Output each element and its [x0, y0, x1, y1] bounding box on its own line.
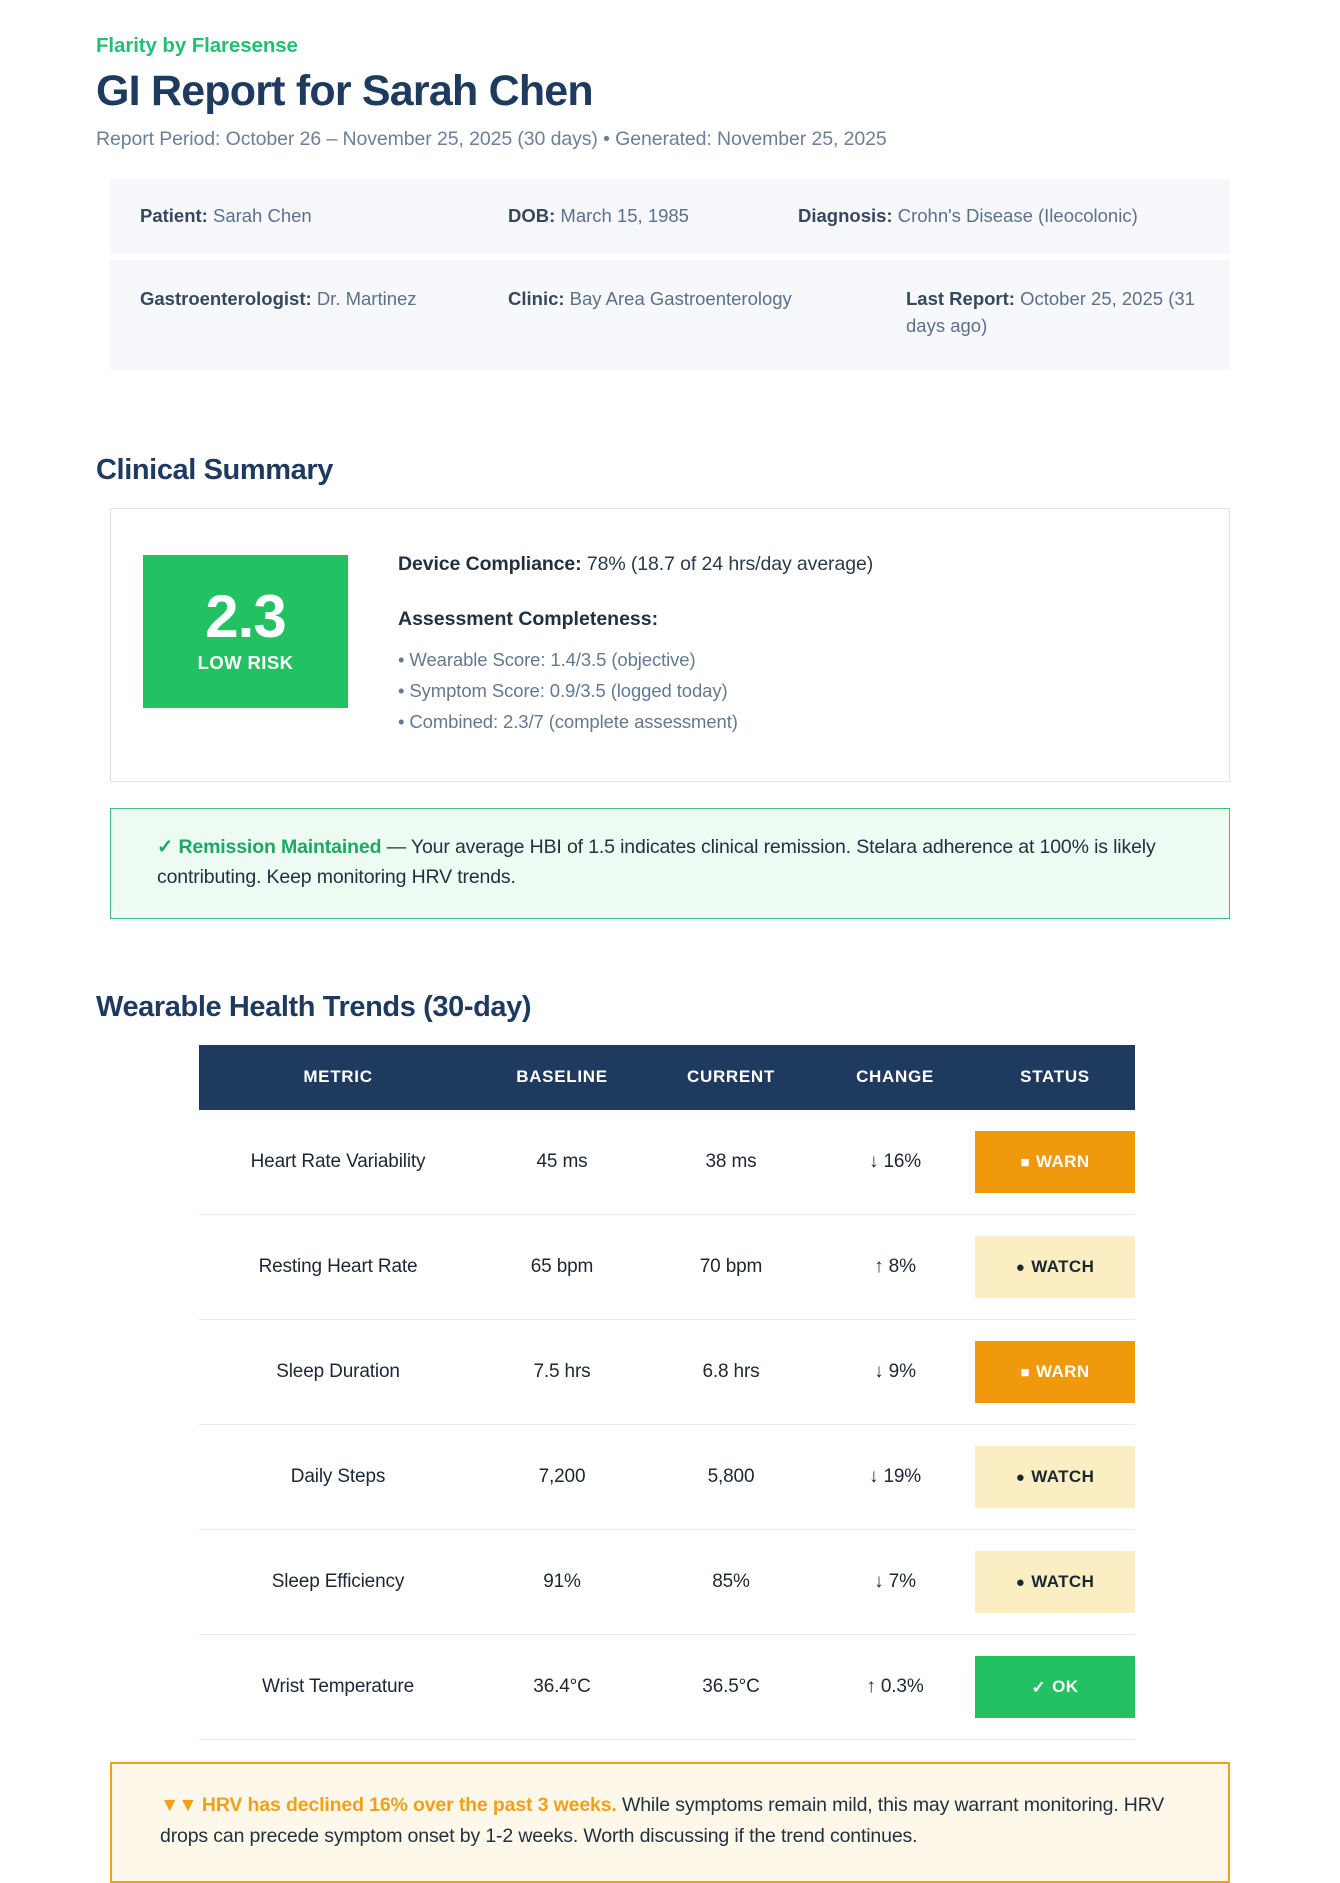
cell-metric: Sleep Duration	[199, 1320, 477, 1425]
clinical-summary-card	[110, 508, 1230, 782]
cell-current: 6.8 hrs	[647, 1320, 815, 1425]
hrv-warning-lead: HRV has declined 16% over the past 3 weeks.	[201, 1794, 617, 1817]
device-compliance-line	[398, 553, 1193, 576]
cell-current: 36.5°C	[647, 1635, 815, 1740]
cell-metric: Sleep Efficiency	[199, 1530, 477, 1635]
patient-info-row-1	[110, 179, 1230, 254]
status-badge-label: WATCH	[1031, 1257, 1095, 1277]
status-badge	[975, 1236, 1135, 1298]
diagnosis-field	[798, 203, 1200, 230]
status-badge	[975, 1656, 1135, 1718]
remission-callout-body: Your average HBI of 1.5 indicates clinical remission. Stelara adherence at 100% is likely contributing. Keep monitoring HRV trends.	[157, 835, 1156, 889]
patient-info-row-2	[110, 260, 1230, 370]
patient-info-section	[0, 151, 1340, 369]
assessment-completeness-title: Assessment Completeness:	[398, 607, 659, 630]
cell-baseline: 45 ms	[477, 1110, 647, 1215]
hrv-warning-body: While symptoms remain mild, this may warrant monitoring. HRV drops can precede symptom onset by 1-2 weeks. Worth discussing if the trend continues.	[160, 1794, 1165, 1847]
cell-metric: Daily Steps	[199, 1425, 477, 1530]
gastroenterologist-field	[140, 286, 508, 313]
status-badge-label: WARN	[1035, 1362, 1090, 1382]
cell-status	[975, 1635, 1135, 1740]
table-row	[199, 1110, 1135, 1215]
page-title: GI Report for Sarah Chen	[96, 67, 593, 115]
diagnosis-label: Diagnosis:	[798, 205, 893, 227]
last-report-label: Last Report:	[906, 287, 1015, 309]
status-glyph-icon: ■	[1020, 1363, 1030, 1381]
clinic-value: Bay Area Gastroenterology	[569, 287, 792, 309]
assessment-item: • Symptom Score: 0.9/3.5 (logged today)	[398, 679, 728, 701]
gastroenterologist-label: Gastroenterologist:	[140, 287, 312, 309]
cell-metric: Wrist Temperature	[199, 1635, 477, 1740]
cell-current: 70 bpm	[647, 1215, 815, 1320]
table-row	[199, 1320, 1135, 1425]
status-glyph-icon: ●	[1015, 1468, 1026, 1486]
device-compliance-value: 78% (18.7 of 24 hrs/day average)	[586, 552, 874, 575]
down-arrows-icon: ▼▼	[160, 1794, 197, 1817]
patient-label: Patient:	[140, 205, 208, 227]
cell-status	[975, 1215, 1135, 1320]
risk-score-badge	[143, 555, 348, 708]
cell-change: ↓ 16%	[815, 1110, 975, 1215]
column-header-change: CHANGE	[815, 1045, 975, 1110]
remission-callout-separator: —	[381, 835, 411, 858]
status-glyph-icon: ✓	[1031, 1677, 1047, 1697]
table-row	[199, 1425, 1135, 1530]
hrv-warning-callout	[110, 1762, 1230, 1883]
clinical-summary-heading: Clinical Summary	[96, 453, 333, 486]
wearable-trends-table-wrap	[0, 1045, 1340, 1740]
dob-label: DOB:	[508, 205, 556, 227]
risk-score-value: 2.3	[205, 582, 286, 650]
assessment-item: • Wearable Score: 1.4/3.5 (objective)	[398, 648, 696, 670]
table-body	[199, 1110, 1135, 1740]
cell-baseline: 36.4°C	[477, 1635, 647, 1740]
cell-status	[975, 1320, 1135, 1425]
table-row	[199, 1215, 1135, 1320]
last-report-value: October 25, 2025 (31 days ago)	[906, 287, 1195, 336]
clinic-field	[508, 286, 906, 313]
cell-metric: Resting Heart Rate	[199, 1215, 477, 1320]
status-glyph-icon: ●	[1015, 1573, 1026, 1591]
cell-change: ↑ 8%	[815, 1215, 975, 1320]
cell-baseline: 91%	[477, 1530, 647, 1635]
cell-current: 5,800	[647, 1425, 815, 1530]
status-badge	[975, 1551, 1135, 1613]
cell-change: ↓ 9%	[815, 1320, 975, 1425]
patient-field	[140, 203, 508, 230]
diagnosis-value: Crohn's Disease (Ileocolonic)	[897, 205, 1138, 227]
table-row	[199, 1530, 1135, 1635]
status-badge-label: OK	[1052, 1677, 1079, 1697]
status-badge-label: WATCH	[1031, 1467, 1095, 1487]
status-badge-label: WATCH	[1031, 1572, 1095, 1592]
device-compliance-label: Device Compliance:	[398, 552, 582, 575]
remission-callout	[110, 808, 1230, 919]
cell-status	[975, 1110, 1135, 1215]
cell-change: ↑ 0.3%	[815, 1635, 975, 1740]
status-glyph-icon: ■	[1020, 1153, 1030, 1171]
report-header	[0, 0, 1340, 151]
remission-callout-lead: ✓ Remission Maintained	[157, 835, 382, 858]
wearable-trends-heading: Wearable Health Trends (30-day)	[96, 991, 532, 1024]
cell-status	[975, 1530, 1135, 1635]
cell-status	[975, 1425, 1135, 1530]
clinic-label: Clinic:	[508, 287, 565, 309]
column-header-metric: METRIC	[199, 1045, 477, 1110]
brand-name: Flarity by Flaresense	[96, 34, 298, 57]
cell-baseline: 7,200	[477, 1425, 647, 1530]
cell-metric: Heart Rate Variability	[199, 1110, 477, 1215]
column-header-baseline: BASELINE	[477, 1045, 647, 1110]
last-report-field	[906, 286, 1200, 340]
column-header-status: STATUS	[975, 1045, 1135, 1110]
status-glyph-icon: ●	[1015, 1258, 1026, 1276]
risk-score-label: LOW RISK	[197, 652, 294, 674]
dob-value: March 15, 1985	[560, 205, 689, 227]
cell-current: 38 ms	[647, 1110, 815, 1215]
column-header-current: CURRENT	[647, 1045, 815, 1110]
status-badge	[975, 1341, 1135, 1403]
gastroenterologist-value: Dr. Martinez	[316, 287, 417, 309]
cell-change: ↓ 7%	[815, 1530, 975, 1635]
table-header-row	[199, 1045, 1135, 1110]
status-badge	[975, 1446, 1135, 1508]
table-header	[199, 1045, 1135, 1110]
report-period: Report Period: October 26 – November 25, 2025 (30 days) • Generated: November 25, 2025	[96, 128, 887, 151]
status-badge	[975, 1131, 1135, 1193]
table-row	[199, 1635, 1135, 1740]
cell-current: 85%	[647, 1530, 815, 1635]
cell-baseline: 7.5 hrs	[477, 1320, 647, 1425]
clinical-summary-body	[348, 551, 1193, 737]
status-badge-label: WARN	[1035, 1152, 1090, 1172]
dob-field	[508, 203, 798, 230]
cell-baseline: 65 bpm	[477, 1215, 647, 1320]
wearable-trends-table	[199, 1045, 1135, 1740]
assessment-item: • Combined: 2.3/7 (complete assessment)	[398, 710, 738, 732]
cell-change: ↓ 19%	[815, 1425, 975, 1530]
patient-value: Sarah Chen	[212, 205, 312, 227]
